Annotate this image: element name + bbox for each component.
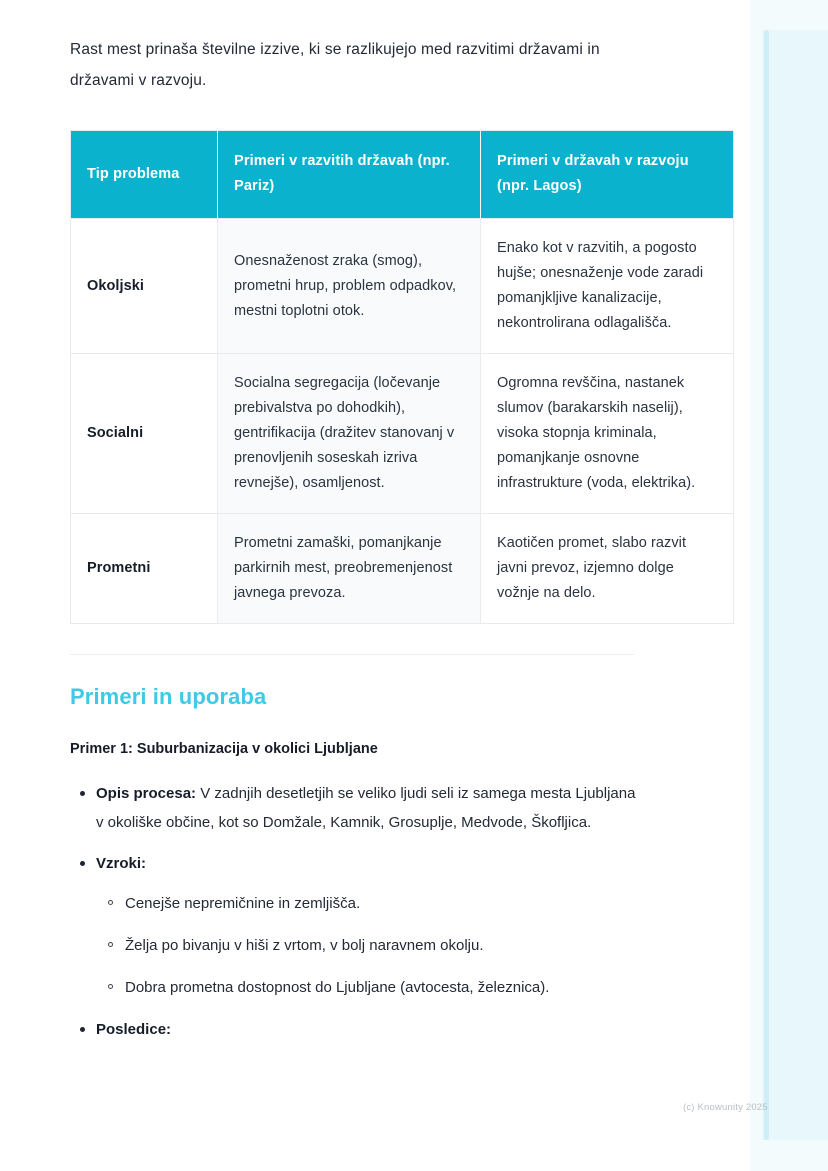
table-cell-developing: Ogromna revščina, nastanek slumov (barakarskih naselij), visoka stopnja kriminala, pomanjkanje osnovne infrastrukture (voda, elektrika). [481,354,734,514]
table-header [71,131,734,219]
list-item [96,1015,640,1044]
intro-paragraph: Rast mest prinaša številne izzive, ki se razlikujejo med razvitimi državami in državami v razvoju. [70,41,600,89]
table-header-row [71,131,734,219]
right-edge-strip-inner [762,30,828,1140]
list-item: Cenejše nepremičnine in zemljišča. [125,889,640,918]
list-item: Želja po bivanju v hiši z vrtom, v bolj naravnem okolju. [125,931,640,960]
table-cell-developing: Kaotičen promet, slabo razvit javni prevoz, izjemno dolge vožnje na delo. [481,514,734,624]
table-cell-developed: Socialna segregacija (ločevanje prebivalstva po dohodkih), gentrifikacija (dražitev stanovanj v prenovljenih soseskah izriva revnejše), osamljenost. [218,354,481,514]
table-body [71,219,734,624]
table-cell-type: Prometni [71,514,218,624]
bullet-text: V zadnjih desetletjih se veliko ljudi seli iz samega mesta Ljubljana v okoliške občine, kot so Domžale, Kamnik, Grosuplje, Medvode, Škofljica. [96,785,636,831]
table-row [71,354,734,514]
table-row [71,219,734,354]
example-bullet-list [70,779,640,1044]
urban-problems-table [70,130,734,624]
example-title: Primer 1: Suburbanizacija v okolici Ljubljane [70,741,378,757]
right-edge-strip [750,0,828,1171]
bullet-label: Posledice: [96,1021,172,1038]
bullet-label: Opis procesa: [96,785,197,802]
table-header-cell-developed: Primeri v razvitih državah (npr. Pariz) [218,131,481,219]
table-header-cell-type: Tip problema [71,131,218,219]
bullet-label: Vzroki: [96,855,147,872]
table-cell-developed: Prometni zamaški, pomanjkanje parkirnih mest, preobremenjenost javnega prevoza. [218,514,481,624]
list-item: Dobra prometna dostopnost do Ljubljane (avtocesta, železnica). [125,973,640,1002]
section-title: Primeri in uporaba [70,684,267,709]
table-cell-type: Socialni [71,354,218,514]
table-cell-developing: Enako kot v razvitih, a pogosto hujše; onesnaženje vode zaradi pomanjkljive kanalizacije, nekontrolirana odlagališča. [481,219,734,354]
table-cell-type: Okoljski [71,219,218,354]
copyright-watermark: (c) Knowunity 2025 [683,1102,768,1113]
causes-sub-list [96,889,640,1002]
content-column [70,34,704,1044]
scrollbar-thumb[interactable] [764,30,769,1140]
section-divider [70,654,634,655]
table-header-cell-developing: Primeri v državah v razvoju (npr. Lagos) [481,131,734,219]
table-cell-developed: Onesnaženost zraka (smog), prometni hrup, problem odpadkov, mestni toplotni otok. [218,219,481,354]
table-row [71,514,734,624]
list-item [96,849,640,1002]
list-item [96,779,640,837]
